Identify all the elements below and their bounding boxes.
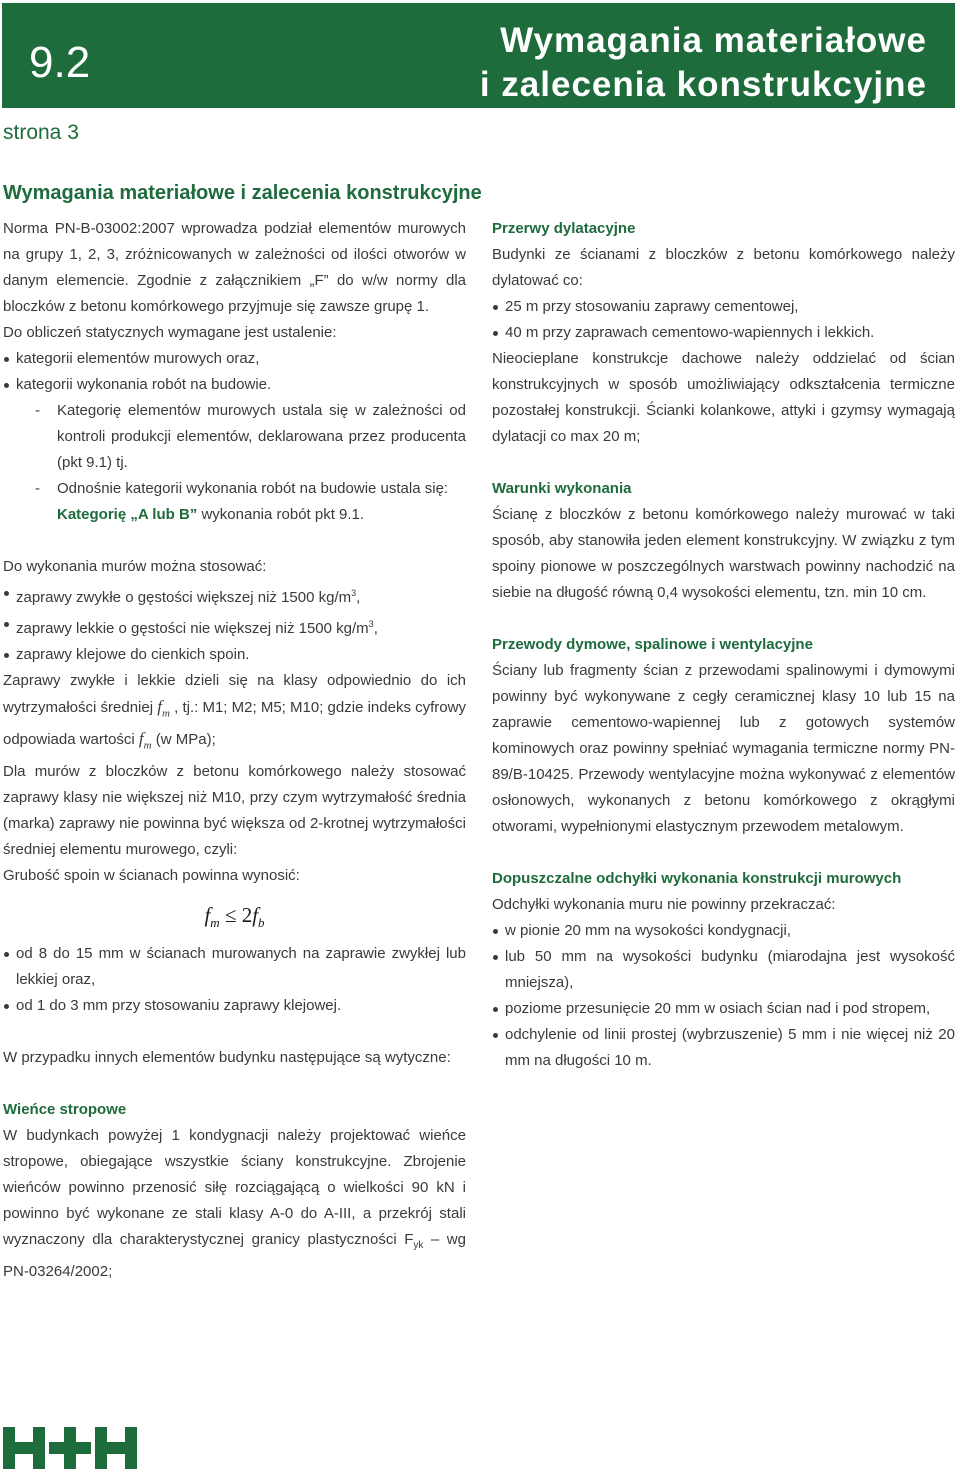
bullet-list-calc — [3, 346, 466, 398]
section-title — [480, 19, 927, 107]
text: (w MPa); — [151, 731, 216, 749]
bullet-list-tolerances — [492, 918, 955, 1074]
superscript: 3 — [368, 619, 374, 629]
dash-list — [3, 398, 466, 528]
formula-operator: ≤ 2 — [219, 902, 253, 927]
paragraph-mortars: Do wykonania murów można stosować: — [3, 558, 267, 575]
paragraph-ducts: Ściany lub fragmenty ścian z przewodami spalinowymi i dymowymi powinny być wykonywane z cegły ceramicznej klasy 10 lub 15 na zaprawie cementowo-wapiennej lub z gotowych systemów kominowych oraz powinny spełniać wymagania termiczne normy PN-89/B-10425. Przewody wentylacyjne można wykonywać z elementów osłonowych, wykonanych z betonu komórkowego z okrągłymi otworami, wypełnionymi elastycznym przewodem metalowym. — [492, 662, 955, 835]
heading-wience: Wieńce stropowe — [3, 1100, 127, 1118]
list-item-end: , — [373, 620, 378, 637]
formula-sub-b: b — [258, 914, 265, 930]
symbol-f: f — [138, 729, 144, 749]
category-emphasis: Kategorię „A lub B” — [57, 506, 198, 523]
paragraph-norm: Norma PN-B-03002:2007 wprowadza podział elementów murowych na grupy 1, 2, 3, zróżnicowanych w zależności od ilości otworów w danym elemencie. Zgodnie z załącznikiem „F” do w/w normy dla bloczków z betonu komórkowego przyjmuje się zawsze grupę 1. — [3, 220, 466, 315]
left-column — [3, 216, 466, 1285]
list-item-end: , — [356, 589, 361, 606]
symbol-sub: m — [143, 739, 152, 752]
dash-text: Odnośnie kategorii wykonania robót na budowie ustala się: — [57, 480, 449, 497]
symbol-fm — [157, 697, 170, 720]
section-title-line-1: Wymagania materiałowe — [500, 21, 927, 60]
list-item: kategorii elementów murowych oraz, — [3, 346, 466, 372]
symbol-sub: m — [161, 707, 170, 720]
paragraph-execution: Ścianę z bloczków z betonu komórkowego należy murować w taki sposób, aby stanowiła jeden element konstrukcyjny. W związku z tym spoiny pionowe w poszczególnych warstwach powinny nachodzić na siebie na długość równą 0,4 wysokości elementu, tzn. min 10 cm. — [492, 506, 955, 601]
paragraph-roof: Nieocieplane konstrukcje dachowe należy oddzielać od ścian konstrukcyjnych w sposób umożliwiający odkształcenia termiczne pozostałej konstrukcji. Ścianki kolankowe, attyki i gzymsy wymagają dylatacji co max 20 m; — [492, 350, 955, 445]
right-column — [492, 216, 955, 1074]
list-item: odchylenie od linii prostej (wybrzuszenie) 5 mm i nie więcej niż 20 mm na długości 10 m. — [492, 1022, 955, 1074]
list-item — [3, 476, 466, 528]
list-item-text: zaprawy lekkie o gęstości nie większej niż 1500 kg/m — [16, 620, 369, 637]
section-title-line-2: i zalecenia konstrukcyjne — [479, 65, 927, 104]
list-item: od 8 do 15 mm w ścianach murowanych na zaprawie zwykłej lub lekkiej oraz, — [3, 941, 466, 993]
heading-dilatation: Przerwy dylatacyjne — [492, 220, 636, 237]
paragraph-wience — [3, 1123, 466, 1285]
list-item: kategorii wykonania robót na budowie. — [3, 372, 466, 398]
text: – wg PN-03264/2002; — [3, 1230, 466, 1280]
list-item — [3, 611, 466, 642]
formula — [3, 889, 466, 941]
paragraph-calc: Do obliczeń statycznych wymagane jest ustalenie: — [3, 324, 337, 341]
symbol-fm — [138, 729, 152, 752]
list-item: w pionie 20 mm na wysokości kondygnacji, — [492, 918, 955, 944]
list-item: od 1 do 3 mm przy stosowaniu zaprawy klejowej. — [3, 993, 466, 1019]
subscript: yk — [413, 1239, 424, 1251]
list-item: - Kategorię elementów murowych ustala się w zależności od kontroli produkcji elementów, deklarowana przez producenta (pkt 9.1) tj. — [3, 398, 466, 476]
formula-f: f — [204, 902, 211, 927]
text: , tj.: M1; M2; M5; M10; gdzie indeks cyfrowy odpowiada wartości — [3, 699, 466, 749]
heading-ducts: Przewody dymowe, spalinowe i wentylacyjne — [492, 636, 813, 653]
bullet-list-dilatation — [492, 294, 955, 346]
heading-execution: Warunki wykonania — [492, 480, 632, 497]
superscript: 3 — [351, 588, 357, 598]
text: W budynkach powyżej 1 kondygnacji należy projektować wieńce stropowe, obiegające wszystkie ściany konstrukcyjne. Zbrojenie wieńców powinno przenosić siłę rozciągającą o wielkości 90 kN i powinno być wykonane ze stali klasy A-0 do A-III, a przekrój stali wyznaczony dla charakterystycznej granicy plastyczności F — [3, 1126, 466, 1248]
paragraph-other: W przypadku innych elementów budynku następujące są wytyczne: — [3, 1048, 451, 1066]
list-item-text: zaprawy zwykłe o gęstości większej niż 1500 kg/m — [16, 589, 352, 606]
list-item: poziome przesunięcie 20 mm w osiach ścian nad i pod stropem, — [492, 996, 955, 1022]
list-item: 40 m przy zaprawach cementowo-wapiennych i lekkich. — [492, 320, 955, 346]
heading-tolerances: Dopuszczalne odchyłki wykonania konstrukcji murowych — [492, 870, 902, 887]
page-title: Wymagania materiałowe i zalecenia konstrukcyjne — [3, 182, 482, 204]
hh-logo-icon — [3, 1427, 137, 1469]
section-header — [2, 3, 955, 108]
bullet-list-joints — [3, 941, 466, 1019]
list-item: lub 50 mm na wysokości budynku (miarodajna jest wysokość mniejsza), — [492, 944, 955, 996]
section-number: 9.2 — [29, 38, 91, 87]
list-item: 25 m przy stosowaniu zaprawy cementowej, — [492, 294, 955, 320]
formula-f: f — [252, 902, 259, 927]
page-label: strona 3 — [3, 121, 79, 144]
paragraph-m10: Dla murów z bloczków z betonu komórkowego należy stosować zaprawy klasy nie większej niż M10, przy czym wytrzymałość średnia (marka) zaprawy nie powinna być większa od 2-krotnej wytrzymałości średniej elementu murowego, czyli: — [3, 762, 466, 858]
paragraph-dilatation: Budynki ze ścianami z bloczków z betonu komórkowego należy dylatować co: — [492, 246, 955, 289]
formula-sub-m: m — [210, 914, 220, 930]
paragraph-classes — [3, 668, 466, 759]
bullet-list-mortars — [3, 580, 466, 668]
list-item — [3, 580, 466, 611]
symbol-f: f — [157, 697, 162, 716]
list-item: zaprawy klejowe do cienkich spoin. — [3, 642, 466, 668]
dash-text-end: wykonania robót pkt 9.1. — [197, 506, 365, 523]
paragraph-joints: Grubość spoin w ścianach powinna wynosić: — [3, 866, 300, 884]
paragraph-tolerances: Odchyłki wykonania muru nie powinny przekraczać: — [492, 896, 836, 913]
text: Zaprawy zwykłe i lekkie dzieli się na klasy odpowiednio do ich wytrzymałości średniej — [3, 672, 466, 716]
